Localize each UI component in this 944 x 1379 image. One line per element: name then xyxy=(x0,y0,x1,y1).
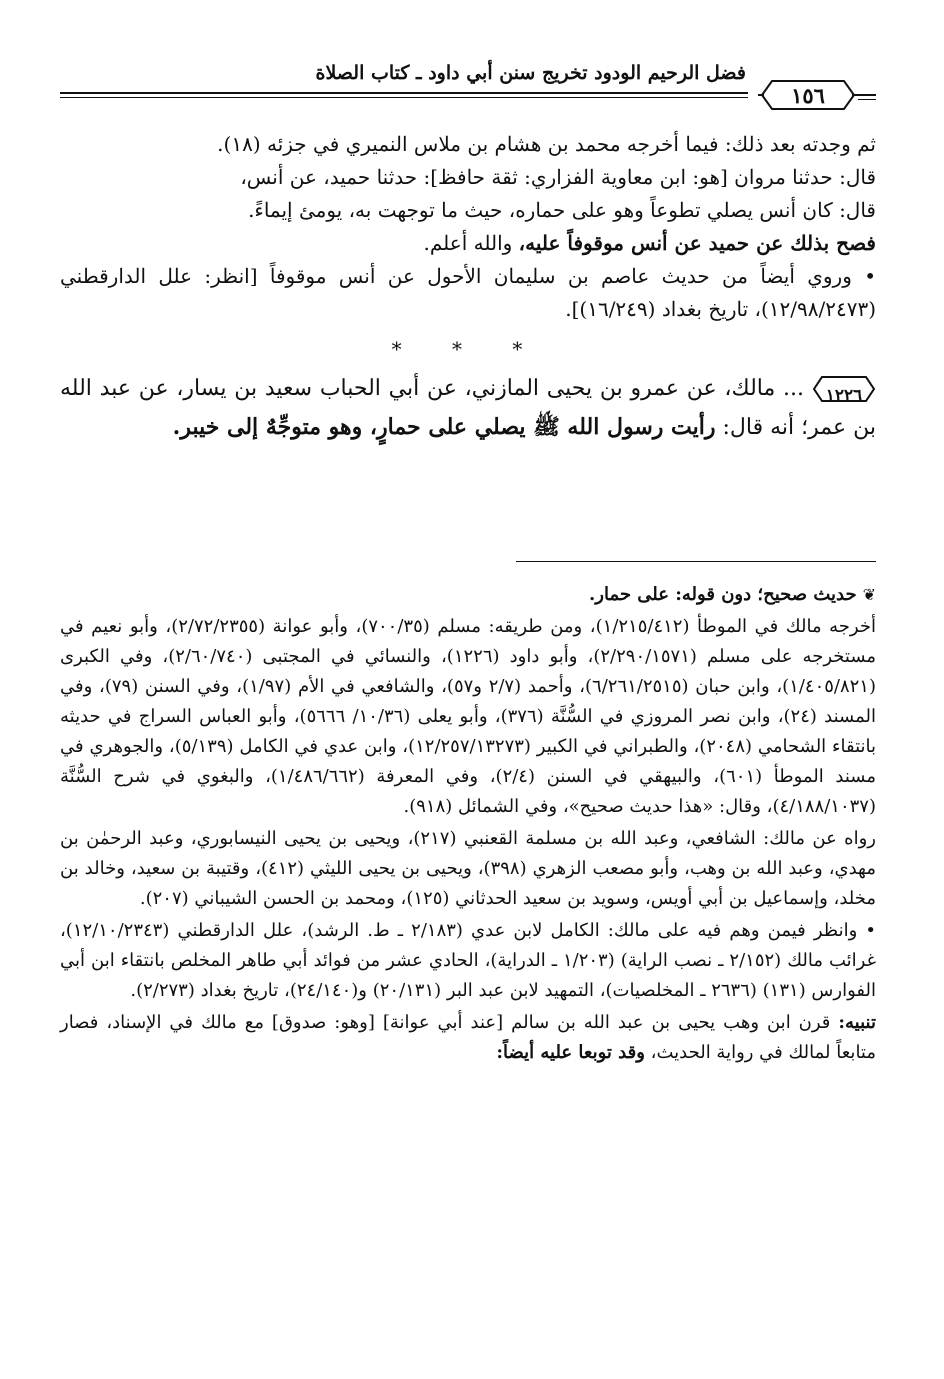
footnote-paragraph: • وانظر فيمن وهم فيه على مالك: الكامل لابن عدي (٢/١٨٣ ـ ط. الرشد)، علل الدارقطني (١٢/١٠/٢٣٤٣)، غرائب مالك (٢/١٥٢ ـ نصب الراية) (١/٢٠٣ ـ الدراية)، الحادي عشر من فوائد أبي طاهر المخلص بانتقاء ابن أبي الفوارس (١٣١) (٢٦٣٦ ـ المخلصيات)، التمهيد لابن عبد البر (٢٠/١٣١) و(٢٤/١٤٠)، تاريخ بغداد (٢/٢٧٣). xyxy=(60,920,877,1001)
note-label: تنبيه: xyxy=(838,1012,876,1033)
verdict xyxy=(60,580,876,610)
hadith-number: ١٢٢٦ xyxy=(825,386,863,406)
running-header xyxy=(60,58,876,108)
paragraph xyxy=(60,227,876,260)
note-text: قرن ابن وهب يحيى بن عبد الله بن سالم [عند أبي عوانة] [وهو: صدوق] مع مالك في الإسناد، فصار متابعاً لمالك في رواية الحديث، xyxy=(60,1012,876,1063)
ornament-icon: ❦ xyxy=(862,585,876,604)
verdict-text: حديث صحيح؛ دون قوله: على حمار. xyxy=(589,584,857,605)
hadith-isnad: ... مالك، عن عمرو بن يحيى المازني، عن أبي الحباب سعيد بن يسار، عن عبد الله بن عمر؛ أنه قال: xyxy=(60,376,876,440)
header-rule xyxy=(60,92,748,94)
paragraph: قال: حدثنا مروان [هو: ابن معاوية الفزاري: ثقة حافظ]: حدثنا حميد، عن أنس، xyxy=(240,165,876,189)
footnote-paragraph: رواه عن مالك: الشافعي، وعبد الله بن مسلمة القعنبي (٢١٧)، ويحيى بن يحيى النيسابوري، وعبد الرحمٰن بن مهدي، وعبد الله بن وهب، وأبو مصعب الزهري (٣٩٨)، ويحيى بن يحيى الليثي (٤١٢)، وقتيبة بن سعيد، وخالد بن مخلد، وإسماعيل بن أبي أويس، وسويد بن سعيد الحدثاني (١٢٥)، ومحمد بن الحسن الشيباني (٢٠٧). xyxy=(60,828,876,909)
hadith-number-badge xyxy=(812,375,876,406)
header-rule-right-thin xyxy=(858,99,876,100)
header-title: فضل الرحيم الودود تخريج سنن أبي داود ـ كتاب الصلاة xyxy=(315,62,746,84)
footnote-separator xyxy=(516,561,876,562)
paragraph: قال: كان أنس يصلي تطوعاً وهو على حماره، حيث ما توجهت به، يومئ إيماءً. xyxy=(248,198,876,222)
paragraph-tail: والله أعلم. xyxy=(423,231,519,255)
section-divider-stars: * * * xyxy=(391,337,545,361)
header-rule-right xyxy=(858,94,876,96)
main-text xyxy=(60,128,876,447)
footnotes xyxy=(60,580,876,1070)
paragraph: • وروي أيضاً من حديث عاصم بن سليمان الأحول عن أنس موقوفاً [انظر: علل الدارقطني (١٢/٩٨/٢٤٧٣)، تاريخ بغداد (١٦/٢٤٩)]. xyxy=(60,264,876,321)
paragraph: ثم وجدته بعد ذلك: فيما أخرجه محمد بن هشام بن ملاس النميري في جزئه (١٨). xyxy=(217,132,876,156)
note-bold: وقد توبعا عليه أيضاً: xyxy=(496,1042,645,1063)
page-number-frame xyxy=(758,78,858,112)
footnote-paragraph xyxy=(60,1008,876,1068)
book-page xyxy=(60,0,876,1379)
bold-conclusion: فصح بذلك عن حميد عن أنس موقوفاً عليه، xyxy=(518,231,876,255)
hadith-text xyxy=(60,370,876,447)
hadith-matn: رأيت رسول الله ﷺ يصلي على حمارٍ، وهو متوجِّهٌ إلى خيبر. xyxy=(172,414,716,440)
page-number: ١٥٦ xyxy=(791,83,825,108)
footnote-paragraph: أخرجه مالك في الموطأ (١/٢١٥/٤١٢)، ومن طريقه: مسلم (٧٠٠/٣٥)، وأبو عوانة (٢/٧٢/٢٣٥٥)، وأبو نعيم في مستخرجه على مسلم (٢/٢٩٠/١٥٧١)، وأبو داود (١٢٢٦)، والنسائي في المجتبى (٢/٦٠/٧٤٠)، وفي الكبرى (١/٤٠٥/٨٢١)، وابن حبان (٦/٢٦١/٢٥١٥)، وأحمد (٢/٧ و٥٧)، والشافعي في الأم (١/٩٧)، وفي السنن (٧٩)، وفي المسند (٢٤)، وابن نصر المروزي في السُّنَّة (٣٧٦)، وأبو يعلى (١٠/٣٦/ ٥٦٦٦)، وأبو العباس السراج في حديثه بانتقاء الشحامي (٢٠٤٨)، والطبراني في الكبير (١٢/٢٥٧/١٣٢٧٣)، وابن عدي في الكامل (٥/١٣٩)، والجوهري في مسند الموطأ (٦٠١)، والبيهقي في السنن (٢/٤)، وفي المعرفة (١/٤٨٦/٦٦٢)، والبغوي في شرح السُّنَّة (٤/١٨٨/١٠٣٧)، وقال: «هذا حديث صحيح»، وفي الشمائل (٩١٨). xyxy=(60,616,877,817)
header-rule-thin xyxy=(60,97,748,98)
